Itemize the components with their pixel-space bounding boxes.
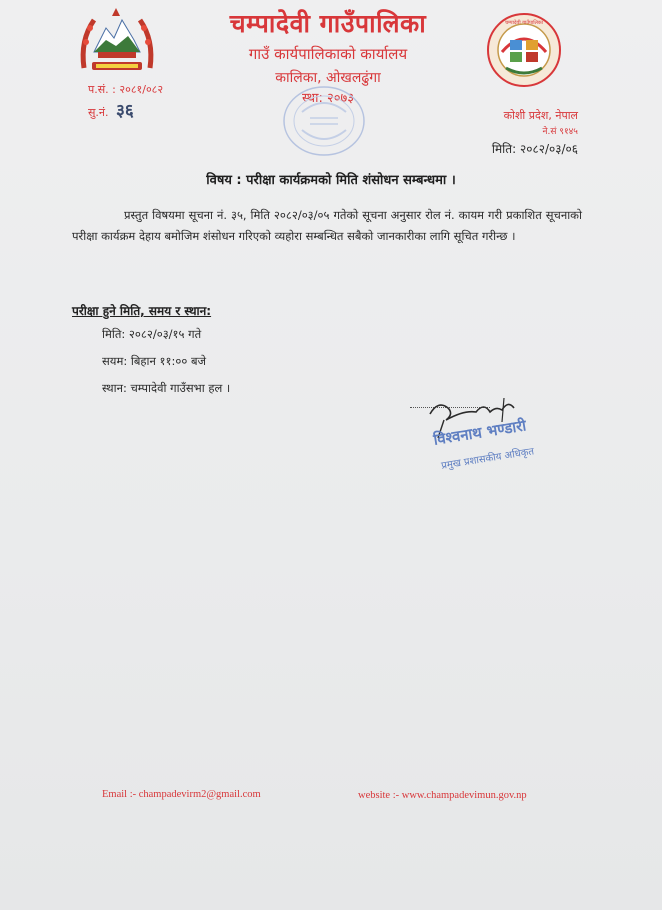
nepal-emblem-icon bbox=[76, 6, 158, 78]
exam-details-heading: परीक्षा हुने मिति, समय र स्थान: bbox=[72, 304, 212, 318]
municipality-logo-icon bbox=[486, 12, 562, 88]
reference-number-value: ३६ bbox=[116, 101, 134, 121]
reference-number bbox=[88, 98, 134, 121]
reference-number-label: सु.नं. bbox=[88, 106, 109, 119]
round-office-stamp-icon bbox=[272, 82, 376, 160]
established-year: स्था: २०७३ bbox=[301, 91, 355, 106]
office-title: गाउँ कार्यपालिकाको कार्यालय bbox=[248, 45, 408, 63]
fiscal-year: प.सं. : २०८१/०८२ bbox=[88, 83, 164, 96]
footer-website: website :- www.champadevimun.gov.np bbox=[358, 790, 527, 801]
letter-date: मिति: २०८२/०३/०६ bbox=[491, 142, 578, 156]
exam-time: सयम: बिहान ११:०० बजे bbox=[102, 354, 207, 368]
letter-body: प्रस्तुत विषयमा सूचना नं. ३५, मिति २०८२/०३/०५ गतेको सूचना अनुसार रोल नं. कायम गरी प्रकाशित सूचनाको परीक्षा कार्यक्रम देहाय बमोजिम शंसोधन गरिएको व्यहोरा सम्बन्धित सबैको जानकारीका लागि सूचित गरीन्छ । bbox=[72, 208, 582, 243]
exam-date: मिति: २०८२/०३/१५ गते bbox=[102, 327, 202, 341]
officer-title-stamp: प्रमुख प्रशासकीय अधिकृत bbox=[440, 446, 535, 472]
officer-name-stamp: विश्वनाथ भण्डारी bbox=[432, 416, 528, 449]
letter-subject: विषय : परीक्षा कार्यक्रमको मिति शंसोधन सम्बन्धमा । bbox=[206, 173, 456, 188]
footer-email: Email :- champadevirm2@gmail.com bbox=[102, 789, 261, 800]
svg-text:चम्पादेवी गाउँपालिका: चम्पादेवी गाउँपालिका bbox=[504, 20, 544, 26]
exam-venue: स्थान: चम्पादेवी गाउँसभा हल । bbox=[102, 381, 231, 395]
municipality-title: चम्पादेवी गाउँपालिका bbox=[229, 9, 427, 38]
province-address: कोशी प्रदेश, नेपाल bbox=[503, 109, 578, 122]
office-location: कालिका, ओखलढुंगा bbox=[275, 70, 381, 86]
postal-code: ने.सं ९१४५ bbox=[542, 127, 578, 137]
